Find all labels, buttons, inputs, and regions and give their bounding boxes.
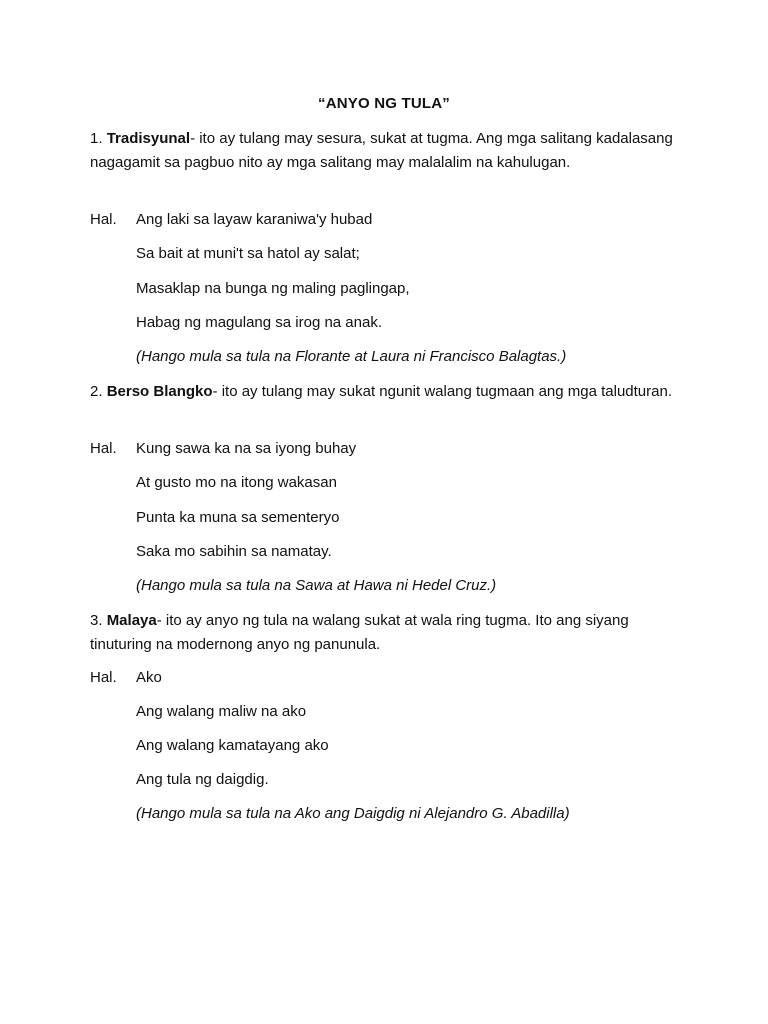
section-3-line-4: Ang tula ng daigdig.: [136, 771, 269, 788]
section-3-source: (Hango mula sa tula na Ako ang Daigdig ni Alejandro G. Abadilla): [136, 805, 570, 822]
section-1-line-1: Ang laki sa layaw karaniwa'y hubad: [136, 211, 373, 228]
section-2-paragraph: [90, 380, 690, 404]
section-3-line-2: Ang walang maliw na ako: [136, 703, 307, 720]
section-2-line-2: At gusto mo na itong wakasan: [136, 474, 337, 491]
section-2-term: Berso Blangko: [106, 383, 213, 400]
page-title: “ANYO NG TULA”: [318, 95, 450, 112]
section-2-definition: - ito ay tulang may sukat ngunit walang tugmaan ang mga taludturan.: [212, 383, 672, 400]
section-2-line-4: Saka mo sabihin sa namatay.: [136, 543, 332, 560]
section-2-number: 2.: [90, 383, 103, 400]
section-3-term: Malaya: [106, 612, 157, 629]
section-1-hal-label: Hal.: [90, 211, 117, 228]
section-3-line-3: Ang walang kamatayang ako: [136, 737, 329, 754]
section-1-term: Tradisyunal: [106, 130, 191, 147]
section-2-line-3: Punta ka muna sa sementeryo: [136, 509, 340, 526]
section-1-number: 1.: [90, 130, 103, 147]
section-1-line-4: Habag ng magulang sa irog na anak.: [136, 314, 383, 331]
section-3-hal-label: Hal.: [90, 669, 117, 686]
section-3-line-1: Ako: [136, 669, 162, 686]
section-3-number: 3.: [90, 612, 103, 629]
section-2-source: (Hango mula sa tula na Sawa at Hawa ni Hedel Cruz.): [136, 577, 497, 594]
section-1-line-3: Masaklap na bunga ng maling paglingap,: [136, 280, 410, 297]
section-2-line-1: Kung sawa ka na sa iyong buhay: [136, 440, 357, 457]
section-1-line-2: Sa bait at muni't sa hatol ay salat;: [136, 245, 360, 262]
section-3-definition: - ito ay anyo ng tula na walang sukat at wala ring tugma. Ito ang siyang tinuturing na modernong anyo ng panunula.: [90, 612, 629, 653]
section-1-paragraph: [90, 127, 690, 175]
section-1-source: (Hango mula sa tula na Florante at Laura ni Francisco Balagtas.): [136, 348, 567, 365]
section-2-hal-label: Hal.: [90, 440, 117, 457]
section-1-definition: - ito ay tulang may sesura, sukat at tugma. Ang mga salitang kadalasang nagagamit sa pagbuo nito ay mga salitang may malalalim na kahulugan.: [90, 130, 673, 171]
section-3-paragraph: [90, 609, 690, 657]
